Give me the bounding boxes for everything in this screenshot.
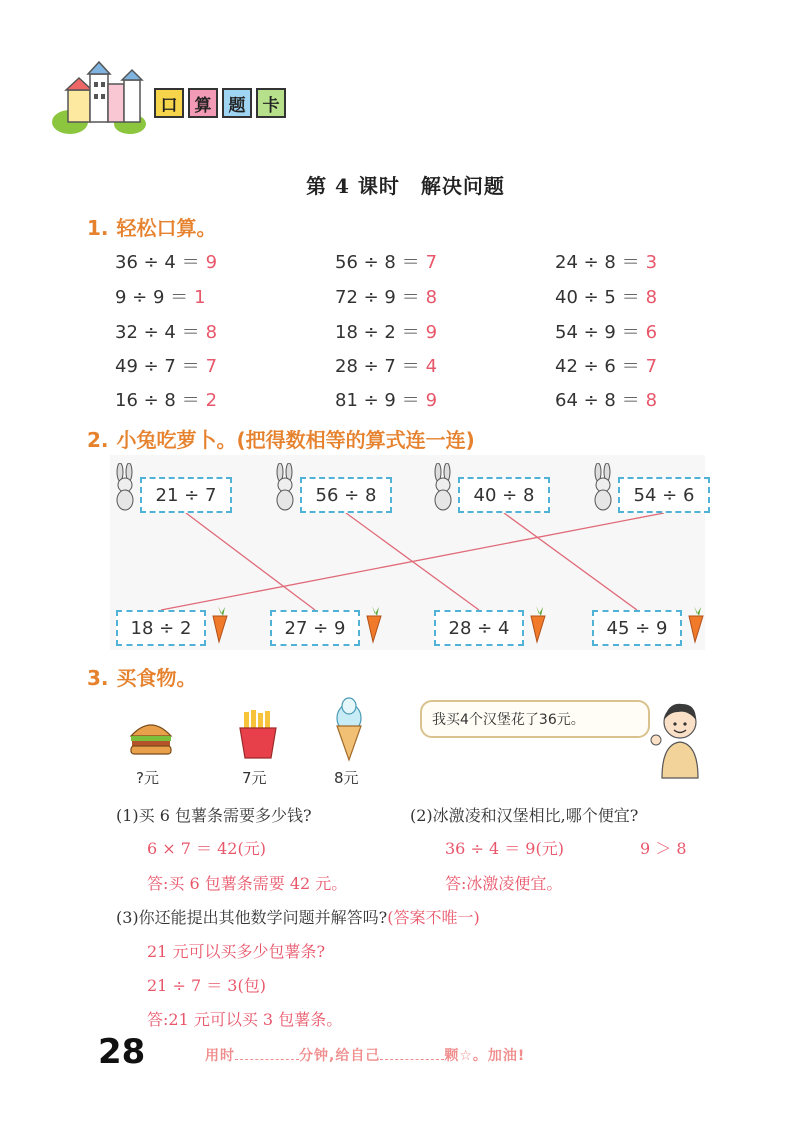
calc-expression: 49 ÷ 7 ＝ [115, 356, 200, 377]
speech-bubble: 我买4个汉堡花了36元。 [420, 700, 650, 738]
calc-answer: 9 [425, 390, 438, 411]
page-number: 28 [98, 1032, 146, 1072]
rabbit-expression[interactable]: 21 ÷ 7 [140, 477, 232, 513]
match-line [161, 513, 664, 610]
ice-cream-price: 8元 [334, 769, 359, 787]
carrot-icon [526, 604, 548, 644]
rabbit-icon [590, 463, 616, 511]
banner-char-1: 口 [154, 88, 184, 118]
calc-answer: 9 [425, 322, 438, 343]
calc-expression: 64 ÷ 8 ＝ [555, 390, 640, 411]
calc-answer: 1 [194, 287, 206, 308]
rabbit-expression[interactable]: 40 ÷ 8 [458, 477, 550, 513]
calc-answer: 2 [205, 390, 218, 411]
answer-2-calc: 36 ÷ 4 ＝ 9(元) [445, 839, 564, 858]
calc-expression: 36 ÷ 4 ＝ [115, 252, 200, 273]
calc-answer: 4 [425, 356, 438, 377]
carrot-expression[interactable]: 27 ÷ 9 [270, 610, 360, 646]
boy-icon [648, 700, 706, 780]
calc-answer: 3 [645, 252, 658, 273]
carrot-icon [684, 604, 706, 644]
minutes-blank [235, 1047, 299, 1060]
rabbit-expression[interactable]: 54 ÷ 6 [618, 477, 710, 513]
section3-heading [87, 662, 197, 691]
carrot-expression[interactable]: 18 ÷ 2 [116, 610, 206, 646]
carrot-expression[interactable]: 45 ÷ 9 [592, 610, 682, 646]
calc-expression: 72 ÷ 9 ＝ [335, 287, 420, 308]
section1-number: 1. [87, 216, 109, 240]
calc-answer: 8 [645, 390, 658, 411]
footer-text-2: 分钟,给自己 [299, 1048, 381, 1064]
carrot-icon [362, 604, 384, 644]
calc-expression: 9 ÷ 9 ＝ [115, 287, 189, 308]
hamburger-icon [128, 718, 174, 758]
calc-expression: 56 ÷ 8 ＝ [335, 252, 420, 273]
calc-answer: 8 [425, 287, 438, 308]
calc-answer: 6 [645, 322, 658, 343]
calc-answer: 7 [425, 252, 438, 273]
calc-expression: 42 ÷ 6 ＝ [555, 356, 640, 377]
question-3-text: (3)你还能提出其他数学问题并解答吗? [116, 908, 388, 927]
footer-text-1: 用时 [205, 1048, 235, 1064]
answer-1-statement: 答:买 6 包薯条需要 42 元。 [147, 874, 348, 893]
section2-title: 小兔吃萝卜。(把得数相等的算式连一连) [116, 428, 475, 452]
calc-expression: 28 ÷ 7 ＝ [335, 356, 420, 377]
calc-expression: 81 ÷ 9 ＝ [335, 390, 420, 411]
question-3 [116, 905, 480, 928]
banner-char-2: 算 [188, 88, 218, 118]
calc-expression: 54 ÷ 9 ＝ [555, 322, 640, 343]
answer-2-compare: 9 ＞ 8 [640, 839, 687, 858]
match-line [504, 513, 637, 610]
footer-encouragement [205, 1045, 525, 1065]
calc-answer: 7 [205, 356, 218, 377]
answer-2-statement: 答:冰激凌便宜。 [445, 874, 563, 893]
calc-expression: 16 ÷ 8 ＝ [115, 390, 200, 411]
banner-char-4: 卡 [256, 88, 286, 118]
answer-3-calc: 21 ÷ 7 ＝ 3(包) [147, 976, 266, 995]
calc-expression: 18 ÷ 2 ＝ [335, 322, 420, 343]
section3-title: 买食物。 [116, 666, 197, 690]
rabbit-icon [112, 463, 138, 511]
answer-1-calc: 6 × 7 ＝ 42(元) [147, 839, 266, 858]
footer-text-3: 颗☆。加油! [444, 1048, 526, 1064]
calc-expression: 32 ÷ 4 ＝ [115, 322, 200, 343]
answer-3-question: 21 元可以买多少包薯条? [147, 942, 326, 961]
question-1: (1)买 6 包薯条需要多少钱? [116, 806, 312, 825]
match-line [186, 513, 315, 610]
rabbit-icon [430, 463, 456, 511]
rabbit-expression[interactable]: 56 ÷ 8 [300, 477, 392, 513]
calc-answer: 8 [645, 287, 658, 308]
calc-expression: 24 ÷ 8 ＝ [555, 252, 640, 273]
calc-answer: 9 [205, 252, 218, 273]
french-fries-icon [236, 710, 280, 760]
calc-answer: 7 [645, 356, 658, 377]
stars-blank [380, 1047, 444, 1060]
section2-number: 2. [87, 428, 109, 452]
calc-answer: 8 [205, 322, 218, 343]
hamburger-price: ?元 [136, 769, 159, 787]
carrot-icon [208, 604, 230, 644]
question-3-note: (答案不唯一) [387, 908, 480, 927]
ice-cream-icon [332, 696, 366, 762]
fries-price: 7元 [242, 769, 267, 787]
banner-char-3: 题 [222, 88, 252, 118]
calc-expression: 40 ÷ 5 ＝ [555, 287, 640, 308]
carrot-expression[interactable]: 28 ÷ 4 [434, 610, 524, 646]
rabbit-icon [272, 463, 298, 511]
question-2: (2)冰激凌和汉堡相比,哪个便宜? [410, 806, 639, 825]
answer-3-statement: 答:21 元可以买 3 包薯条。 [147, 1010, 343, 1029]
section3-number: 3. [87, 666, 109, 690]
section1-title: 轻松口算。 [116, 216, 217, 240]
lesson-title: 第 4 课时 解决问题 [306, 174, 505, 198]
